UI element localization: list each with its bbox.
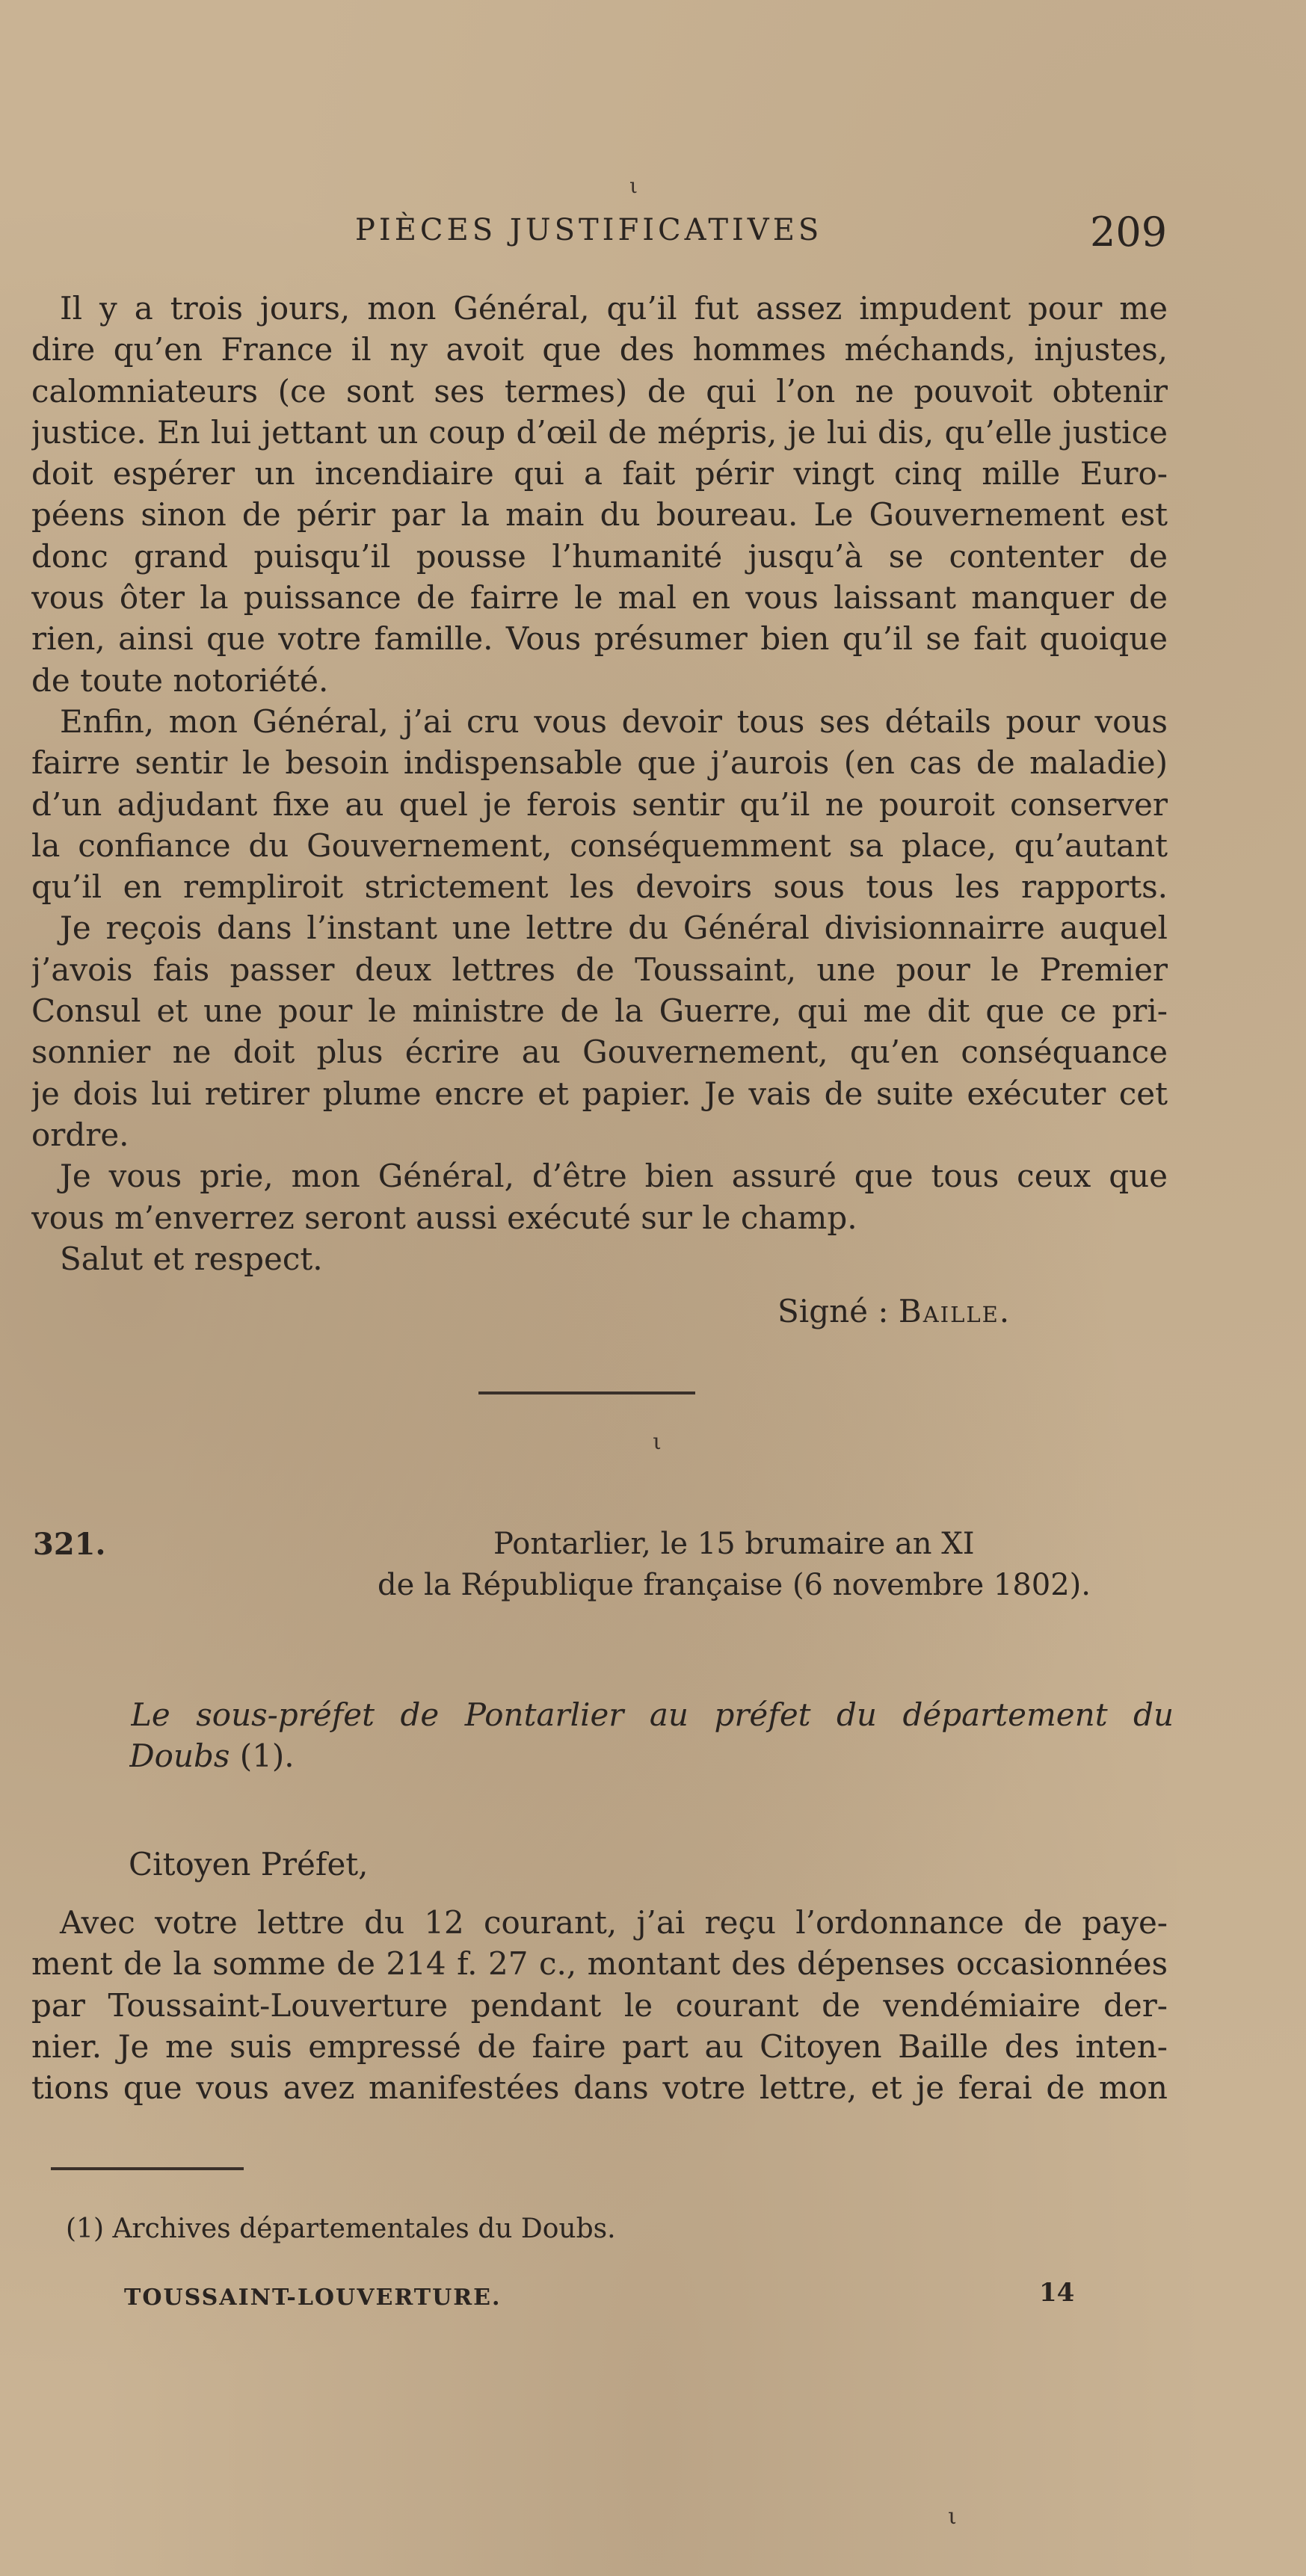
heading-line: Le sous-préfet de Pontarlier au préfet du département du xyxy=(131,1696,1174,1733)
text-line: calomniateurs (ce sont ses termes) de qui l’on ne pouvoit obtenir xyxy=(31,372,1168,410)
dateline-date: de la République française (6 novembre 1802). xyxy=(378,1568,1091,1602)
text-line: Consul et une pour le ministre de la Guerre, qui me dit que ce pri- xyxy=(31,992,1168,1030)
text-line: la confiance du Gouvernement, conséquemment sa place, qu’autant xyxy=(31,827,1168,864)
text-line: d’un adjudant fixe au quel je ferois sentir qu’il ne pouroit conserver xyxy=(31,785,1168,823)
text-line: fairre sentir le besoin indispensable que j’aurois (en cas de maladie) xyxy=(31,744,1168,782)
printer-signature-mark: TOUSSAINT-LOUVERTURE. xyxy=(124,2285,502,2311)
text-line: nier. Je me suis empressé de faire part au Citoyen Baille des inten- xyxy=(31,2027,1168,2065)
heading-doubs: Doubs xyxy=(129,1738,230,1774)
text-line: Je reçois dans l’instant une lettre du Général divisionnairre auquel xyxy=(60,909,1168,947)
printer-signature-number: 14 xyxy=(1039,2278,1075,2308)
text-line: dire qu’en France il ny avoit que des hommes méchands, injustes, xyxy=(31,331,1168,368)
footnote-rule xyxy=(51,2167,244,2170)
text-line: péens sinon de périr par la main du boureau. Le Gouvernement est xyxy=(31,496,1168,534)
text-line: sonnier ne doit plus écrire au Gouvernement, qu’en conséquance xyxy=(31,1034,1168,1071)
document-body xyxy=(31,1902,1168,2108)
text-line: Je vous prie, mon Général, d’être bien assuré que tous ceux que xyxy=(60,1158,1168,1195)
signature xyxy=(777,1293,1011,1329)
letter-text xyxy=(31,288,1168,1279)
running-head xyxy=(0,209,1306,258)
text-line: qu’il en rempliroit strictement les devoirs sous tous les rapports. xyxy=(31,868,1168,906)
text-line: justice. En lui jettant un coup d’œil de mépris, je lui dis, qu’elle justice xyxy=(31,413,1168,451)
running-title: PIÈCES JUSTIFICATIVES xyxy=(355,213,823,247)
text-line: doit espérer un incendiaire qui a fait périr vingt cinq mille Euro- xyxy=(31,455,1168,492)
text-line: je dois lui retirer plume encre et papier. Je vais de suite exécuter cet xyxy=(31,1075,1168,1112)
text-line: vous m’enverrez seront aussi exécuté sur le champ. xyxy=(31,1199,857,1236)
text-line: de toute notoriété. xyxy=(31,661,329,699)
text-line: j’avois fais passer deux lettres de Toussaint, une pour le Premier xyxy=(31,951,1168,988)
text-line: ordre. xyxy=(31,1116,129,1153)
text-line: Il y a trois jours, mon Général, qu’il fut assez impudent pour me xyxy=(60,290,1168,327)
text-line: Enfin, mon Général, j’ai cru vous devoir tous ses détails pour vous xyxy=(60,702,1168,740)
text-line: par Toussaint-Louverture pendant le courant de vendémiaire der- xyxy=(31,1986,1168,2024)
heading-line xyxy=(129,1735,1174,1776)
footnote: (1) Archives départementales du Doubs. xyxy=(66,2214,616,2244)
signature-prefix: Signé : xyxy=(777,1293,899,1329)
text-line: Salut et respect. xyxy=(60,1240,323,1277)
text-line: tions que vous avez manifestées dans votre lettre, et je ferai de mon xyxy=(31,2069,1168,2107)
page-number: 209 xyxy=(1090,209,1168,256)
dateline-place: Pontarlier, le 15 brumaire an XI xyxy=(493,1527,975,1561)
document-number: 321. xyxy=(33,1527,106,1562)
paper-speck: ι xyxy=(629,173,638,198)
section-divider xyxy=(478,1392,695,1394)
paper-speck: ι xyxy=(653,1429,662,1455)
document-heading xyxy=(131,1694,1174,1776)
text-line: ment de la somme de 214 f. 27 c., montant des dépenses occasionnées xyxy=(31,1945,1168,1983)
paper-speck: ι xyxy=(948,2504,957,2530)
text-line: rien, ainsi que votre famille. Vous présumer bien qu’il se fait quoique xyxy=(31,620,1168,658)
text-line: vous ôter la puissance de fairre le mal en vous laissant manquer de xyxy=(31,579,1168,617)
footnote-ref: (1). xyxy=(230,1738,295,1774)
signature-name: Baille. xyxy=(898,1293,1011,1329)
salutation: Citoyen Préfet, xyxy=(129,1846,369,1882)
text-line: Avec votre lettre du 12 courant, j’ai reçu l’ordonnance de paye- xyxy=(60,1904,1168,1941)
text-line: donc grand puisqu’il pousse l’humanité jusqu’à se contenter de xyxy=(31,537,1168,575)
